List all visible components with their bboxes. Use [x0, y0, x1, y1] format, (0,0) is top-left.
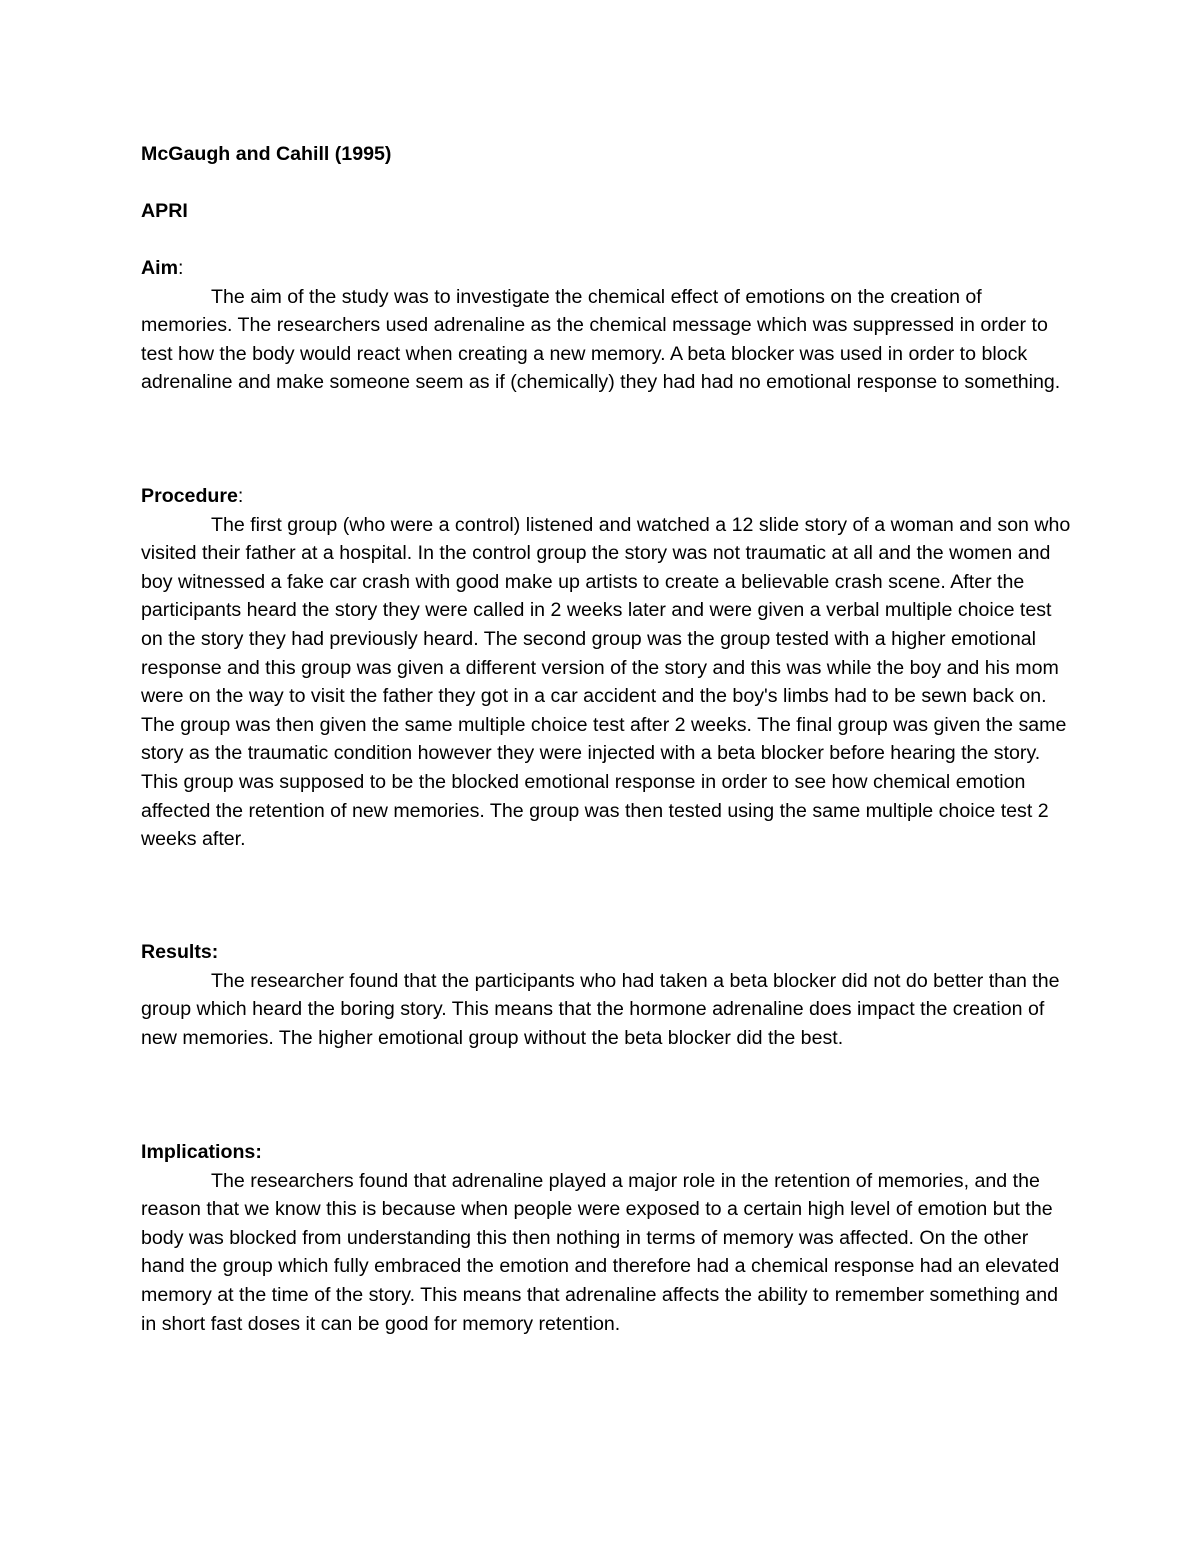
section-heading-text: Aim: [141, 257, 179, 279]
section-heading: [141, 254, 1071, 283]
section-heading-suffix: :: [237, 485, 244, 507]
section-body: The aim of the study was to investigate the chemical effect of emotions on the creation of memories. The researchers used adrenaline as the chemical message which was suppressed in order to test how the body would react when creating a new memory. A beta blocker was used in order to block adrenaline and make someone seem as if (chemically) they had had no emotional response to something.: [141, 285, 1061, 394]
section-heading-text: Procedure: [141, 485, 238, 507]
document-subtitle: APRI: [141, 200, 188, 222]
section-body: The researchers found that adrenaline played a major role in the retention of memories, and the reason that we know this is because when people were exposed to a certain high level of emotion but the body was blocked from understanding this then nothing in terms of memory was affected. On the other hand the group which fully embraced the emotion and therefore had a chemical response had an elevated memory at the time of the story. This means that adrenaline affects the ability to remember something and in short fast doses it can be good for memory retention.: [141, 1169, 1060, 1335]
section-implications: [141, 1138, 1071, 1338]
section-heading-text: Implications:: [141, 1141, 262, 1163]
section-heading: [141, 482, 1071, 511]
section-heading-text: Results:: [141, 941, 219, 963]
section-body: The researcher found that the participants who had taken a beta blocker did not do better than the group which heard the boring story. This means that the hormone adrenaline does impact the creation of new memories. The higher emotional group without the beta blocker did the best.: [141, 969, 1060, 1049]
section-procedure: [141, 482, 1071, 854]
section-heading: [141, 938, 1071, 967]
section-heading: [141, 1138, 1071, 1167]
section-heading-suffix: :: [178, 257, 184, 279]
section-results: [141, 938, 1071, 1052]
document-title: McGaugh and Cahill (1995): [141, 143, 392, 165]
section-aim: [141, 254, 1071, 397]
document-content: [141, 140, 1071, 1335]
section-body: The first group (who were a control) listened and watched a 12 slide story of a woman and son who visited their father at a hospital. In the control group the story was not traumatic at all and the women and boy witnessed a fake car crash with good make up artists to create a believable crash scene. After the participants heard the story they were called in 2 weeks later and were given a verbal multiple choice test on the story they had previously heard. The second group was the group tested with a higher emotional response and this group was given a different version of the story and this was while the boy and his mom were on the way to visit the father they got in a car accident and the boy's limbs had to be sewn back on. The group was then given the same multiple choice test after 2 weeks. The final group was given the same story as the traumatic condition however they were injected with a beta blocker before hearing the story. This group was supposed to be the blocked emotional response in order to see how chemical emotion affected the retention of new memories. The group was then tested using the same multiple choice test 2 weeks after.: [141, 513, 1071, 851]
